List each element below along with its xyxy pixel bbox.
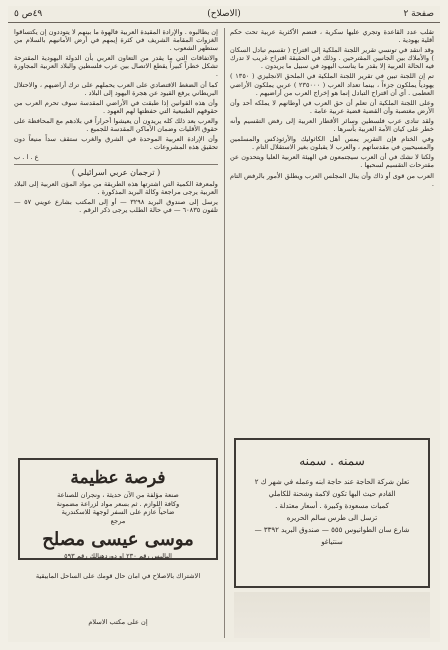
- paragraph: ولمعرفة الكمية التي اشترتها هذه الطريقة من مواد المؤن العربية إلى البلاد العربية يرجى مراجعة وكالة البريد المذكورة .: [14, 179, 218, 196]
- newspaper-title: (الاصلاح): [207, 9, 241, 19]
- paragraph: يرسل إلى صندوق البريد ٣٢٩٨ — أو إلى المكتب بشارع عويني ٥٧ — تلفون ٦٠٨٣٥ — في حالة الطلب يرجى ذكر الرقم .: [14, 197, 218, 214]
- advertisement-opportunity: [18, 458, 218, 560]
- paragraph: وفي الختام فإن التقرير يمس أهل الكاثوليك والأرثوذكس والمسلمين والمسيحيين في مقدساتهم ، والعرب لا يقبلون بغير الاستقلال التام .: [230, 135, 434, 152]
- ad-title: فرصة عظيمة: [70, 468, 166, 488]
- paragraph: والعرب بعد ذلك كله يريدون أن يعيشوا أحراراً في بلادهم مع المحافظة على حقوق الأقليات وضمان الأماكن المقدسة للجميع .: [14, 116, 218, 134]
- advertisement-samna: [234, 438, 430, 588]
- paragraph: تقلب عدد القاعدة وتجري عليها سكرية ، فتضم الأكثرية عربية تحت حكم أقلية يهودية .: [230, 28, 434, 45]
- author-signature: ع . ا . ب: [14, 153, 39, 162]
- ad-line: صنعة مؤلفة من الآن حديثة ، ونجران للصناعة: [57, 491, 179, 499]
- left-column: [14, 28, 218, 426]
- ad-line: كميات مسعودة وكبيرة . أسعار معتدلة .: [275, 502, 389, 510]
- paragraph: كما أن الضغط الاقتصادي على العرب يحملهم على ترك أراضيهم ، والاحتلال البريطاني يرفع القيود عن هجرة اليهود إلى البلاد .: [14, 80, 218, 97]
- ad-line: ضاحياً عازم على السفر لوجهة للاسكندرية: [61, 508, 175, 516]
- ad-line: القادم حيث البها تكون لاكمة وشحنة للكاملي: [268, 490, 396, 498]
- paragraph: وأن هذه القوانين إذا طبقت في الأراضي المقدسة سوف تحرم العرب من حقوقهم الطبيعية التي حفظتها لهم العهود .: [14, 98, 218, 115]
- paragraph: والاتفاقات التي ما يقدر من التعاون العربي بأن الدولة اليهودية المقترحة تشكل خطراً كبيراً يقطع الاتصال بين عرب فلسطين والبلاد العربية المجاورة .: [14, 54, 218, 79]
- ad-line: ترسل الى طرس سالم الحريره: [286, 514, 378, 522]
- paragraph: وقد انتقد في تونسي تقرير اللجنة الملكية إلى اقتراح ( تقسيم تبادل السكان ) والأملاك بين الجانبين المقترحين . وذلك في الحقيقة اقتراح غريب لا تدرك فيه الحالة العربية إلا بقدر ما يناسب اليهود في سبيل ما يريدون .: [230, 46, 434, 71]
- footer-note: إن على مكتب الاسلام: [88, 618, 148, 626]
- footer-note: الاشتراك بالاصلاح في امان حال قومك على الساحل المابيقية: [35, 572, 201, 580]
- paragraph: ولكنا لا نشك في أن العرب سيجتمعون في الهيئة العربية العليا ويتحدون عن مقترحات التقسيم لسحبها .: [230, 153, 434, 170]
- section-subtitle: ( ترجمان عربي اسرائيلي ): [71, 168, 161, 178]
- paragraph: إن يطالبوه . والإرادة المقيدة العربية فالهوة ما بينهم لا يتوددون إن يكتساقوا الغزوات المقامة الشريف في كثرة إيمهم في أرض الأمانيهم بالسلام من ستظهر الشعوب .: [14, 28, 218, 53]
- paragraph: تم إن اللجنة تبين في تقرير اللجنة الملكية في الملحق الانجليزي ( ١٣٥٠ ) يهودياً يملكون جزءاً ، بينما تعداد العرب ( ٢٣٥٠٠٠ ) عربي يملكون الأراضي العظمى . أي أن اقتراح التبادل إنما هو إخراج العرب من أراضيهم .: [230, 72, 434, 97]
- column-divider: [224, 28, 225, 638]
- ad-line: مرجع: [110, 516, 126, 525]
- advertiser-name: موسى عيسى مصلح: [42, 529, 194, 550]
- ad-title: سمنه . سمنه: [299, 454, 365, 468]
- advertiser-address: الباليس رقم ٢٣٠ او دوردهنالك رقم ٥٩٣: [64, 552, 172, 560]
- divider: [14, 164, 218, 165]
- ad-line: وكافة اللوازم . ثم بسعر مواد لزراعة مضمونة: [56, 499, 180, 508]
- right-column: [230, 28, 434, 426]
- ad-line: تعلن شركة الحاجة عند حاجة ابنه وعمله في شهر ك ٢: [254, 478, 410, 486]
- newspaper-page: [8, 6, 440, 642]
- faded-print-area: [234, 592, 430, 638]
- paragraph: ولقد تنادى عرب فلسطين وسائر الأقطار العربية إلى رفض التقسيم وأنه خطر على كيان الأمة العربية بأسرها .: [230, 116, 434, 134]
- page-number: صفحة ٢: [403, 9, 434, 19]
- page-header: [8, 6, 440, 23]
- paragraph: العرب من قوى أو ذاك وأن ينال المجلس العرب ويطلق الأمور بالرفض التام .: [230, 171, 434, 188]
- ad-line: شارع سان الطوانيوس ٥٥٥ — صندوق البريد ٣٣٩٢ — سنتياغو: [254, 526, 410, 546]
- paragraph: وأن الإرادة العربية الموحدة في الشرق والغرب ستقف سداً منيعاً دون تحقيق هذه المشروعات .: [14, 135, 218, 152]
- paragraph: وعلى اللجنة الملكية أن تعلم أن حق العرب في أوطانهم لا يملكه أحد وأن الأرض مغتصبة وأن القضية قضية عربية عامة .: [230, 98, 434, 115]
- page-date: ٤٩ص ٥: [14, 9, 43, 19]
